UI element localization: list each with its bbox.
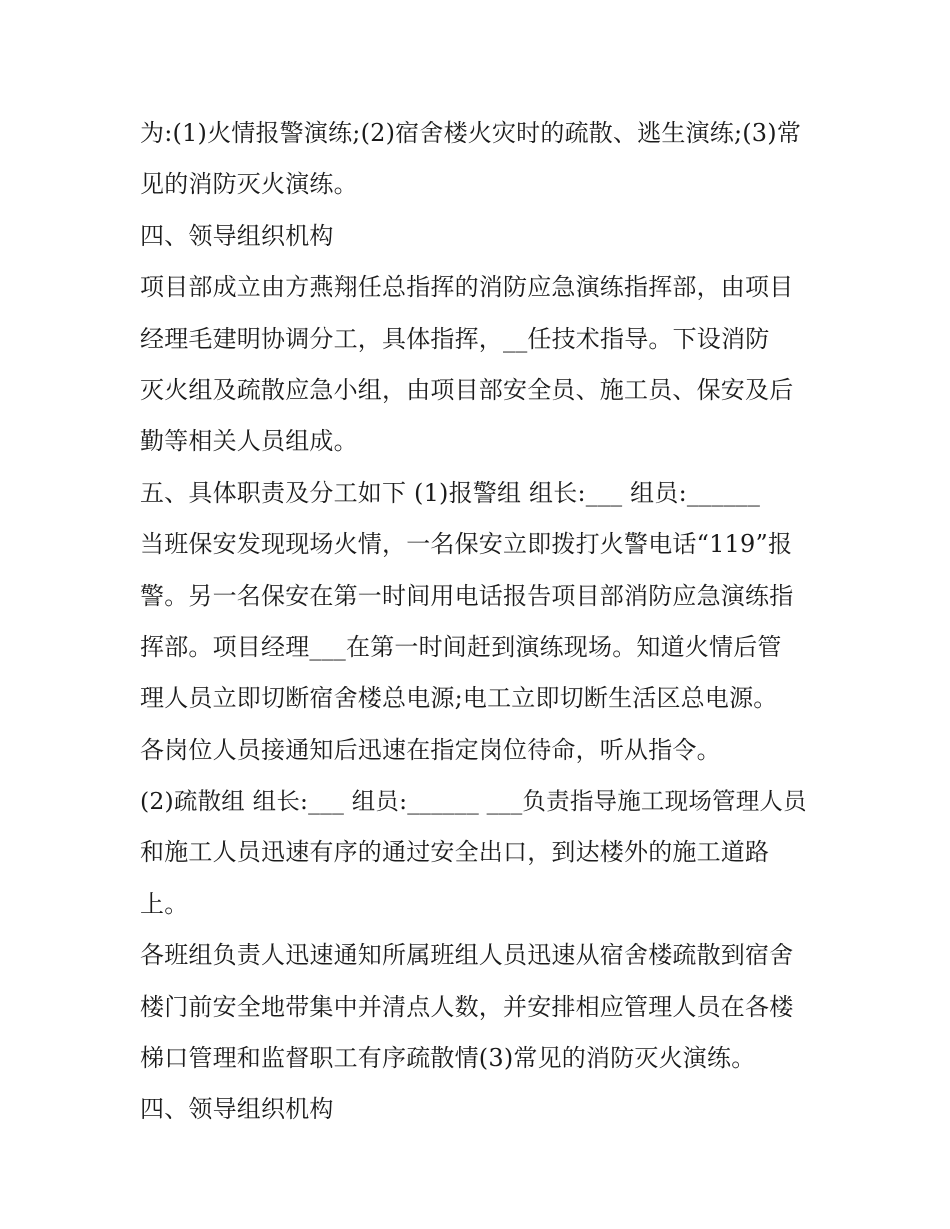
text-line: 各岗位人员接通知后迅速在指定岗位待命，听从指令。	[140, 735, 721, 764]
document-body	[140, 108, 815, 1136]
text-line: 当班保安发现现场火情，一名保安立即拨打火警电话“119”报	[140, 530, 793, 559]
text-line: (2)疏散组 组长:___ 组员:______ ___负责指导施工现场管理人员	[140, 787, 807, 816]
text-line: 见的消防灭火演练。	[140, 170, 358, 199]
text-line: 梯口管理和监督职工有序疏散情(3)常见的消防灭火演练。	[140, 1044, 756, 1073]
section-heading: 四、领导组织机构	[140, 1095, 334, 1124]
text-line: 上。	[140, 889, 189, 918]
text-line: 为:(1)火情报警演练;(2)宿舍楼火灾时的疏散、逃生演练;(3)常	[140, 119, 802, 147]
text-line: 灭火组及疏散应急小组，由项目部安全员、施工员、保安及后	[140, 375, 794, 404]
text-line: 挥部。项目经理___在第一时间赶到演练现场。知道火情后管	[140, 632, 782, 661]
section-heading: 四、领导组织机构	[140, 221, 334, 250]
text-line: 各班组负责人迅速通知所属班组人员迅速从宿舍楼疏散到宿舍	[140, 941, 794, 970]
text-line: 勤等相关人员组成。	[140, 427, 358, 456]
section-heading: 五、具体职责及分工如下 (1)报警组 组长:___ 组员:______	[140, 478, 761, 507]
text-line: 经理毛建明协调分工，具体指挥，__任技术指导。下设消防	[140, 324, 770, 353]
text-line: 警。另一名保安在第一时间用电话报告项目部消防应急演练指	[140, 581, 794, 610]
text-line: 理人员立即切断宿舍楼总电源;电工立即切断生活区总电源。	[140, 684, 778, 713]
text-line: 和施工人员迅速有序的通过安全出口，到达楼外的施工道路	[140, 838, 770, 867]
text-line: 楼门前安全地带集中并清点人数，并安排相应管理人员在各楼	[140, 992, 794, 1021]
text-line: 项目部成立由方燕翔任总指挥的消防应急演练指挥部，由项目	[140, 273, 794, 302]
